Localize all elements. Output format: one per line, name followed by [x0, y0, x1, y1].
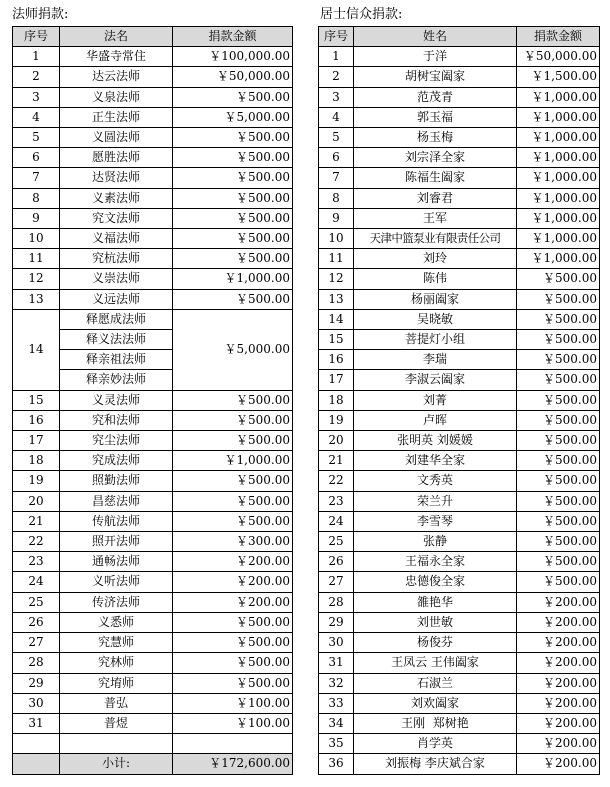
donation-amount: ￥1,000.00	[517, 107, 600, 127]
table-row	[319, 734, 600, 754]
table-row	[319, 552, 600, 572]
donation-amount: ￥500.00	[517, 269, 600, 289]
row-number: 14	[13, 309, 60, 390]
row-number: 9	[319, 208, 354, 228]
donor-name: 于洋	[354, 47, 517, 67]
donor-name: 刘玲	[354, 249, 517, 269]
table-row	[319, 229, 600, 249]
row-number: 16	[13, 410, 60, 430]
row-number: 30	[13, 693, 60, 713]
row-number: 12	[13, 269, 60, 289]
table-row	[13, 532, 293, 552]
table-row	[13, 47, 293, 67]
table-row	[13, 491, 293, 511]
empty-cell	[13, 754, 60, 774]
donation-amount: ￥500.00	[173, 289, 293, 309]
donation-amount: ￥500.00	[173, 511, 293, 531]
donation-amount: ￥500.00	[517, 491, 600, 511]
table-row	[319, 390, 600, 410]
row-number: 36	[319, 754, 354, 774]
row-number: 13	[319, 289, 354, 309]
table-row	[319, 410, 600, 430]
donation-amount: ￥500.00	[173, 471, 293, 491]
subtotal-amount: ￥172,600.00	[173, 754, 293, 774]
dharma-name: 释义法法师	[60, 330, 173, 350]
dharma-name: 普煜	[60, 713, 173, 733]
donor-name: 李瑞	[354, 350, 517, 370]
donation-amount: ￥1,000.00	[517, 128, 600, 148]
table-row	[319, 289, 600, 309]
subtotal-label: 小计:	[60, 754, 173, 774]
donor-name: 石淑兰	[354, 673, 517, 693]
table-row	[319, 128, 600, 148]
donation-amount: ￥200.00	[517, 612, 600, 632]
donor-name: 卢晖	[354, 410, 517, 430]
table-row	[319, 47, 600, 67]
dharma-name: 传济法师	[60, 592, 173, 612]
donor-name: 刘欢阖家	[354, 693, 517, 713]
table-row	[13, 612, 293, 632]
donation-amount: ￥500.00	[517, 552, 600, 572]
donor-name: 忠德俊全家	[354, 572, 517, 592]
donation-amount: ￥500.00	[173, 431, 293, 451]
donation-amount: ￥5,000.00	[173, 107, 293, 127]
donation-amount: ￥500.00	[173, 229, 293, 249]
row-number: 22	[319, 471, 354, 491]
donation-amount: ￥5,000.00	[173, 309, 293, 390]
row-number: 18	[319, 390, 354, 410]
table-row	[13, 289, 293, 309]
row-number: 5	[319, 128, 354, 148]
row-number: 6	[319, 148, 354, 168]
dharma-name: 究文法师	[60, 208, 173, 228]
lay-donors-section-title: 居士信众捐款:	[320, 7, 403, 22]
row-number: 11	[13, 249, 60, 269]
donation-amount: ￥500.00	[173, 249, 293, 269]
row-number: 24	[13, 572, 60, 592]
dharma-name: 究尘法师	[60, 431, 173, 451]
donation-amount: ￥100.00	[173, 713, 293, 733]
row-number: 28	[13, 653, 60, 673]
table-row	[13, 552, 293, 572]
table-row	[319, 693, 600, 713]
table-row	[13, 208, 293, 228]
subtotal-row	[13, 754, 293, 774]
row-number: 24	[319, 511, 354, 531]
table-row	[13, 511, 293, 531]
table-row	[319, 612, 600, 632]
row-number: 9	[13, 208, 60, 228]
header-name: 姓名	[354, 27, 517, 47]
dharma-name: 普弘	[60, 693, 173, 713]
donor-name: 文秀英	[354, 471, 517, 491]
donation-amount: ￥1,000.00	[517, 208, 600, 228]
dharma-name: 究堉师	[60, 673, 173, 693]
header-amount: 捐款金额	[173, 27, 293, 47]
dharma-name: 究慧师	[60, 633, 173, 653]
dharma-name: 释愿成法师	[60, 309, 173, 329]
table-row	[319, 309, 600, 329]
row-number: 10	[13, 229, 60, 249]
dharma-name: 义悉师	[60, 612, 173, 632]
row-number: 7	[13, 168, 60, 188]
row-number: 29	[319, 612, 354, 632]
row-number: 33	[319, 693, 354, 713]
donation-amount: ￥500.00	[173, 148, 293, 168]
table-row	[13, 410, 293, 430]
header-dharma-name: 法名	[60, 27, 173, 47]
row-number: 29	[13, 673, 60, 693]
row-number: 20	[319, 431, 354, 451]
table-row	[13, 713, 293, 733]
row-number: 15	[319, 330, 354, 350]
table-row	[319, 269, 600, 289]
table-row	[319, 188, 600, 208]
table-row	[319, 471, 600, 491]
donation-amount: ￥200.00	[517, 713, 600, 733]
row-number: 31	[319, 653, 354, 673]
row-number: 4	[319, 107, 354, 127]
donation-amount: ￥500.00	[517, 451, 600, 471]
donation-amount: ￥500.00	[173, 653, 293, 673]
donation-amount: ￥500.00	[517, 330, 600, 350]
donor-name: 张明英 刘媛媛	[354, 431, 517, 451]
row-number: 27	[319, 572, 354, 592]
dharma-name: 照勤法师	[60, 471, 173, 491]
donor-name: 杨俊芬	[354, 633, 517, 653]
table-row	[13, 87, 293, 107]
table-row	[319, 532, 600, 552]
row-number: 18	[13, 451, 60, 471]
header-no: 序号	[13, 27, 60, 47]
lay-donation-table	[318, 26, 600, 775]
donation-amount: ￥100.00	[173, 693, 293, 713]
dharma-name: 照开法师	[60, 532, 173, 552]
donation-amount: ￥500.00	[173, 491, 293, 511]
monks-donation-table	[12, 26, 293, 775]
table-row	[13, 269, 293, 289]
row-number: 2	[13, 67, 60, 87]
table-row	[319, 87, 600, 107]
donation-amount: ￥500.00	[173, 208, 293, 228]
donor-name: 王军	[354, 208, 517, 228]
row-number: 30	[319, 633, 354, 653]
dharma-name: 释亲祖法师	[60, 350, 173, 370]
monks-section-title: 法师捐款:	[12, 7, 69, 22]
row-number: 26	[13, 612, 60, 632]
donor-name: 肖学英	[354, 734, 517, 754]
table-row	[13, 128, 293, 148]
row-number: 26	[319, 552, 354, 572]
donation-amount: ￥500.00	[517, 572, 600, 592]
donation-amount: ￥500.00	[173, 673, 293, 693]
donor-name: 杨丽阖家	[354, 289, 517, 309]
table-row	[13, 390, 293, 410]
donation-amount: ￥200.00	[173, 592, 293, 612]
dharma-name: 达云法师	[60, 67, 173, 87]
donation-amount: ￥500.00	[173, 612, 293, 632]
table-row	[319, 511, 600, 531]
table-row	[319, 350, 600, 370]
donation-amount: ￥100,000.00	[173, 47, 293, 67]
table-row	[13, 693, 293, 713]
donor-name: 刘菁	[354, 390, 517, 410]
row-number: 15	[13, 390, 60, 410]
dharma-name: 究成法师	[60, 451, 173, 471]
row-number: 21	[319, 451, 354, 471]
donation-amount: ￥500.00	[517, 410, 600, 430]
row-number: 35	[319, 734, 354, 754]
dharma-name: 究杭法师	[60, 249, 173, 269]
dharma-name: 义福法师	[60, 229, 173, 249]
table-row	[319, 713, 600, 733]
donor-name: 刘宗泽全家	[354, 148, 517, 168]
dharma-name: 华盛寺常住	[60, 47, 173, 67]
dharma-name: 愿胜法师	[60, 148, 173, 168]
donation-amount: ￥200.00	[517, 754, 600, 774]
donor-name: 李淑云阖家	[354, 370, 517, 390]
row-number: 7	[319, 168, 354, 188]
table-row	[13, 471, 293, 491]
row-number: 20	[13, 491, 60, 511]
donation-amount: ￥200.00	[517, 653, 600, 673]
dharma-name: 昌慈法师	[60, 491, 173, 511]
donation-amount: ￥200.00	[173, 552, 293, 572]
table-row	[13, 673, 293, 693]
donation-amount: ￥500.00	[517, 370, 600, 390]
donation-amount: ￥1,000.00	[517, 148, 600, 168]
table-row	[13, 309, 293, 329]
row-number: 19	[319, 410, 354, 430]
row-number: 4	[13, 107, 60, 127]
table-row	[319, 491, 600, 511]
row-number: 19	[13, 471, 60, 491]
table-row	[13, 633, 293, 653]
dharma-name: 释亲妙法师	[60, 370, 173, 390]
table-row	[13, 107, 293, 127]
donation-amount: ￥500.00	[517, 390, 600, 410]
table-row	[319, 572, 600, 592]
empty-cell	[13, 734, 60, 754]
donation-amount: ￥1,000.00	[517, 87, 600, 107]
table-row	[13, 188, 293, 208]
table-header-row	[319, 27, 600, 47]
empty-cell	[60, 734, 173, 754]
row-number: 21	[13, 511, 60, 531]
row-number: 16	[319, 350, 354, 370]
donation-amount: ￥50,000.00	[517, 47, 600, 67]
donation-amount: ￥500.00	[517, 309, 600, 329]
table-row	[13, 592, 293, 612]
dharma-name: 义崇法师	[60, 269, 173, 289]
table-row	[319, 249, 600, 269]
dharma-name: 义灵法师	[60, 390, 173, 410]
donation-amount: ￥1,000.00	[517, 229, 600, 249]
row-number: 13	[13, 289, 60, 309]
table-row	[319, 592, 600, 612]
row-number: 14	[319, 309, 354, 329]
donor-name: 刘睿君	[354, 188, 517, 208]
dharma-name: 究和法师	[60, 410, 173, 430]
donation-amount: ￥500.00	[517, 350, 600, 370]
table-row	[13, 67, 293, 87]
donor-name: 李雪琴	[354, 511, 517, 531]
row-number: 10	[319, 229, 354, 249]
dharma-name: 正生法师	[60, 107, 173, 127]
donor-name: 荣兰升	[354, 491, 517, 511]
row-number: 17	[319, 370, 354, 390]
empty-cell	[173, 734, 293, 754]
donor-name: 菩提灯小组	[354, 330, 517, 350]
table-row	[319, 754, 600, 774]
donation-amount: ￥500.00	[173, 128, 293, 148]
donor-name: 陈福生阖家	[354, 168, 517, 188]
donation-amount: ￥500.00	[173, 87, 293, 107]
row-number: 1	[13, 47, 60, 67]
dharma-name: 义听法师	[60, 572, 173, 592]
donation-amount: ￥50,000.00	[173, 67, 293, 87]
donation-amount: ￥1,000.00	[517, 188, 600, 208]
donor-name: 天津中篮泵业有限责任公司	[354, 229, 517, 249]
row-number: 2	[319, 67, 354, 87]
donor-name: 刘振梅 李庆斌合家	[354, 754, 517, 774]
table-row	[319, 370, 600, 390]
row-number: 32	[319, 673, 354, 693]
dharma-name: 通畅法师	[60, 552, 173, 572]
row-number: 8	[319, 188, 354, 208]
table-row	[13, 572, 293, 592]
row-number: 28	[319, 592, 354, 612]
donation-amount: ￥200.00	[517, 592, 600, 612]
dharma-name: 达贤法师	[60, 168, 173, 188]
donor-name: 范茂青	[354, 87, 517, 107]
table-row	[319, 168, 600, 188]
dharma-name: 究林师	[60, 653, 173, 673]
table-row	[319, 653, 600, 673]
donation-amount: ￥500.00	[173, 188, 293, 208]
donation-amount: ￥500.00	[173, 410, 293, 430]
table-row	[319, 431, 600, 451]
table-row	[13, 653, 293, 673]
donation-amount: ￥500.00	[517, 511, 600, 531]
table-row	[319, 330, 600, 350]
table-row	[319, 107, 600, 127]
donation-amount: ￥500.00	[173, 168, 293, 188]
donation-amount: ￥500.00	[517, 431, 600, 451]
donation-amount: ￥1,000.00	[173, 269, 293, 289]
row-number: 27	[13, 633, 60, 653]
donation-amount: ￥1,000.00	[173, 451, 293, 471]
donation-amount: ￥500.00	[517, 471, 600, 491]
donation-amount: ￥1,000.00	[517, 249, 600, 269]
donor-name: 张静	[354, 532, 517, 552]
donor-name: 刘建华全家	[354, 451, 517, 471]
dharma-name: 义圆法师	[60, 128, 173, 148]
row-number: 3	[13, 87, 60, 107]
dharma-name: 义泉法师	[60, 87, 173, 107]
header-amount: 捐款金额	[517, 27, 600, 47]
donation-amount: ￥1,500.00	[517, 67, 600, 87]
header-no: 序号	[319, 27, 354, 47]
donation-amount: ￥200.00	[517, 633, 600, 653]
dharma-name: 传航法师	[60, 511, 173, 531]
row-number: 1	[319, 47, 354, 67]
donor-name: 王福永全家	[354, 552, 517, 572]
table-row	[319, 633, 600, 653]
donation-amount: ￥200.00	[517, 734, 600, 754]
row-number: 8	[13, 188, 60, 208]
row-number: 12	[319, 269, 354, 289]
donor-name: 胡树宝阖家	[354, 67, 517, 87]
donor-name: 杨玉梅	[354, 128, 517, 148]
table-row	[13, 431, 293, 451]
row-number: 11	[319, 249, 354, 269]
row-number: 23	[319, 491, 354, 511]
donor-name: 王刚 郑树艳	[354, 713, 517, 733]
donation-amount: ￥200.00	[173, 572, 293, 592]
donation-amount: ￥200.00	[517, 693, 600, 713]
row-number: 23	[13, 552, 60, 572]
row-number: 25	[13, 592, 60, 612]
table-row	[319, 148, 600, 168]
row-number: 5	[13, 128, 60, 148]
donation-amount: ￥500.00	[517, 289, 600, 309]
row-number: 6	[13, 148, 60, 168]
table-row	[319, 208, 600, 228]
dharma-name: 义远法师	[60, 289, 173, 309]
row-number: 31	[13, 713, 60, 733]
table-row	[13, 148, 293, 168]
donor-name: 王凤云 王伟阖家	[354, 653, 517, 673]
donor-name: 吴晓敏	[354, 309, 517, 329]
donation-amount: ￥500.00	[517, 532, 600, 552]
donation-amount: ￥500.00	[173, 633, 293, 653]
table-row	[13, 249, 293, 269]
table-header-row	[13, 27, 293, 47]
row-number: 22	[13, 532, 60, 552]
donation-amount: ￥1,000.00	[517, 168, 600, 188]
table-row	[319, 673, 600, 693]
table-row	[319, 451, 600, 471]
row-number: 34	[319, 713, 354, 733]
row-number: 25	[319, 532, 354, 552]
dharma-name: 义素法师	[60, 188, 173, 208]
donor-name: 刘世敏	[354, 612, 517, 632]
table-row	[13, 229, 293, 249]
donor-name: 雒艳华	[354, 592, 517, 612]
donor-name: 陈伟	[354, 269, 517, 289]
donation-amount: ￥200.00	[517, 673, 600, 693]
table-row	[319, 67, 600, 87]
donation-amount: ￥500.00	[173, 390, 293, 410]
blank-row	[13, 734, 293, 754]
donation-amount: ￥300.00	[173, 532, 293, 552]
table-row	[13, 451, 293, 471]
row-number: 17	[13, 431, 60, 451]
table-row	[13, 168, 293, 188]
row-number: 3	[319, 87, 354, 107]
donor-name: 郭玉福	[354, 107, 517, 127]
